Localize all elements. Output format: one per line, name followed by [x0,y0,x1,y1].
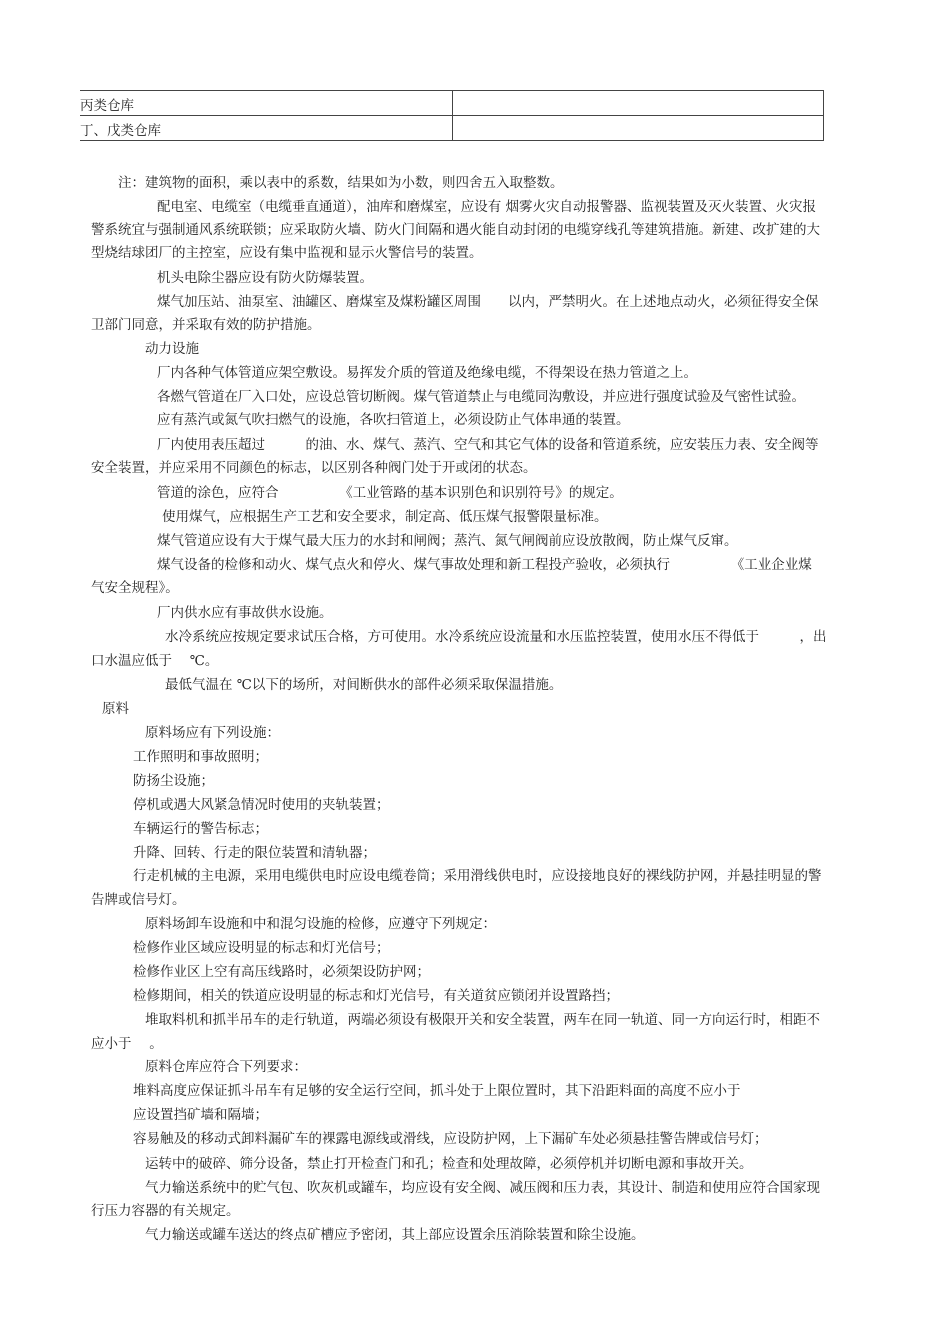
text-line: 应小于 。 [91,1036,163,1052]
list-item: 升降、回转、行走的限位装置和清轨器； [133,845,376,861]
table-cell-label: 丁、戊类仓库 [80,123,161,139]
text-line: 安全装置，并应采用不同颜色的标志，以区别各种阀门处于开或闭的状态。 [91,460,537,476]
note-line: 注：建筑物的面积，乘以表中的系数，结果如为小数，则四舍五入取整数。 [118,175,564,191]
text-line: 各燃气管道在厂入口处，应设总管切断阀。煤气管道禁止与电缆同沟敷设，并应进行强度试验及气密性试验。 [157,389,805,405]
list-item: 行走机械的主电源，采用电缆供电时应设电缆卷筒；采用滑线供电时，应设接地良好的裸线防护网，并悬挂明显的警 [133,868,822,884]
text-line: 原料场应有下列设施： [145,725,280,741]
text-line: 管道的涂色，应符合 《工业管路的基本识别色和识别符号》的规定。 [157,485,623,501]
list-item: 车辆运行的警告标志； [133,821,268,837]
text-line: 气安全规程》。 [91,580,179,596]
section-heading: 动力设施 [145,341,199,357]
text-line: 煤气管道应设有大于煤气最大压力的水封和闸阀；蒸汽、氮气闸阀前应设放散阀，防止煤气反窜。 [157,533,738,549]
list-item: 堆料高度应保证抓斗吊车有足够的安全运行空间，抓斗处于上限位置时，其下沿距料面的高度不应小于 [133,1083,741,1099]
list-item: 检修作业区上空有高压线路时，必须架设防护网； [133,964,430,980]
list-item: 停机或遇大风紧急情况时使用的夹轨装置； [133,797,390,813]
text-line: 厂内各种气体管道应架空敷设。易挥发介质的管道及绝缘电缆，不得架设在热力管道之上。 [157,365,697,381]
text-line: 煤气加压站、油泵室、油罐区、磨煤室及煤粉罐区周围 以内，严禁明火。在上述地点动火，必须征得安全保 [157,294,819,310]
list-item: 防扬尘设施； [133,773,214,789]
text-line: 使用煤气，应根据生产工艺和安全要求，制定高、低压煤气报警限量标准。 [162,509,608,525]
text-line: 型烧结球团厂的主控室，应设有集中监视和显示火警信号的装置。 [91,245,483,261]
table-row [80,115,824,141]
list-item: 应设置挡矿墙和隔墙； [133,1107,268,1123]
text-line: 行压力容器的有关规定。 [91,1203,240,1219]
text-line: 厂内使用表压超过 的油、水、煤气、蒸汽、空气和其它气体的设备和管道系统，应安装压力表、安全阀等 [157,437,819,453]
text-line: 机头电除尘器应设有防火防爆装置。 [157,270,373,286]
text-line: 厂内供水应有事故供水设施。 [157,605,333,621]
text-line: 警系统宜与强制通风系统联锁；应采取防火墙、防火门间隔和遇火能自动封闭的电缆穿线孔等建筑措施。新建、改扩建的大 [91,222,820,238]
text-line: 气力输送系统中的贮气包、吹灰机或罐车，均应设有安全阀、减压阀和压力表，其设计、制造和使用应符合国家现 [145,1180,820,1196]
text-line: 口水温应低于 ℃。 [91,653,219,669]
table-row [80,90,824,115]
list-item: 工作照明和事故照明； [133,749,268,765]
text-line: 最低气温在 ℃以下的场所，对间断供水的部件必须采取保温措施。 [165,677,563,693]
list-item: 容易触及的移动式卸料漏矿车的裸露电源线或滑线，应设防护网，上下漏矿车处必须悬挂警告牌或信号灯； [133,1131,768,1147]
text-line: 卫部门同意，并采取有效的防护措施。 [91,317,321,333]
table-cell-label: 丙类仓库 [80,98,134,114]
text-line: 堆取料机和抓半吊车的走行轨道，两端必须设有极限开关和安全装置，两车在同一轨道、同一方向运行时，相距不 [145,1012,820,1028]
text-line: 原料场卸车设施和中和混匀设施的检修，应遵守下列规定： [145,916,496,932]
text-line: 运转中的破碎、筛分设备，禁止打开检查门和孔；检查和处理故障，必须停机并切断电源和事故开关。 [145,1156,753,1172]
list-item: 检修期间，相关的铁道应设明显的标志和灯光信号，有关道贫应锁闭并设置路挡； [133,988,619,1004]
table-cell-value [452,91,824,115]
text-line: 告牌或信号灯。 [91,892,186,908]
text-line: 原料仓库应符合下列要求： [145,1059,307,1075]
table-cell-value [452,116,824,140]
text-line: 应有蒸汽或氮气吹扫燃气的设施，各吹扫管道上，必须设防止气体串通的装置。 [157,412,630,428]
text-line: 水冷系统应按规定要求试压合格，方可使用。水冷系统应设流量和水压监控装置，使用水压不得低于 ，出 [165,629,827,645]
text-line: 煤气设备的检修和动火、煤气点火和停火、煤气事故处理和新工程投产验收，必须执行 《工业企业煤 [157,557,812,573]
text-line: 气力输送或罐车送达的终点矿槽应予密闭，其上部应设置余压消除装置和除尘设施。 [145,1227,645,1243]
section-heading: 原料 [102,701,129,717]
list-item: 检修作业区域应设明显的标志和灯光信号； [133,940,390,956]
warehouse-table [80,90,824,141]
text-line: 配电室、电缆室（电缆垂直通道），油库和磨煤室，应设有 烟雾火灾自动报警器、监视装置及灭火装置、火灾报 [157,199,817,215]
